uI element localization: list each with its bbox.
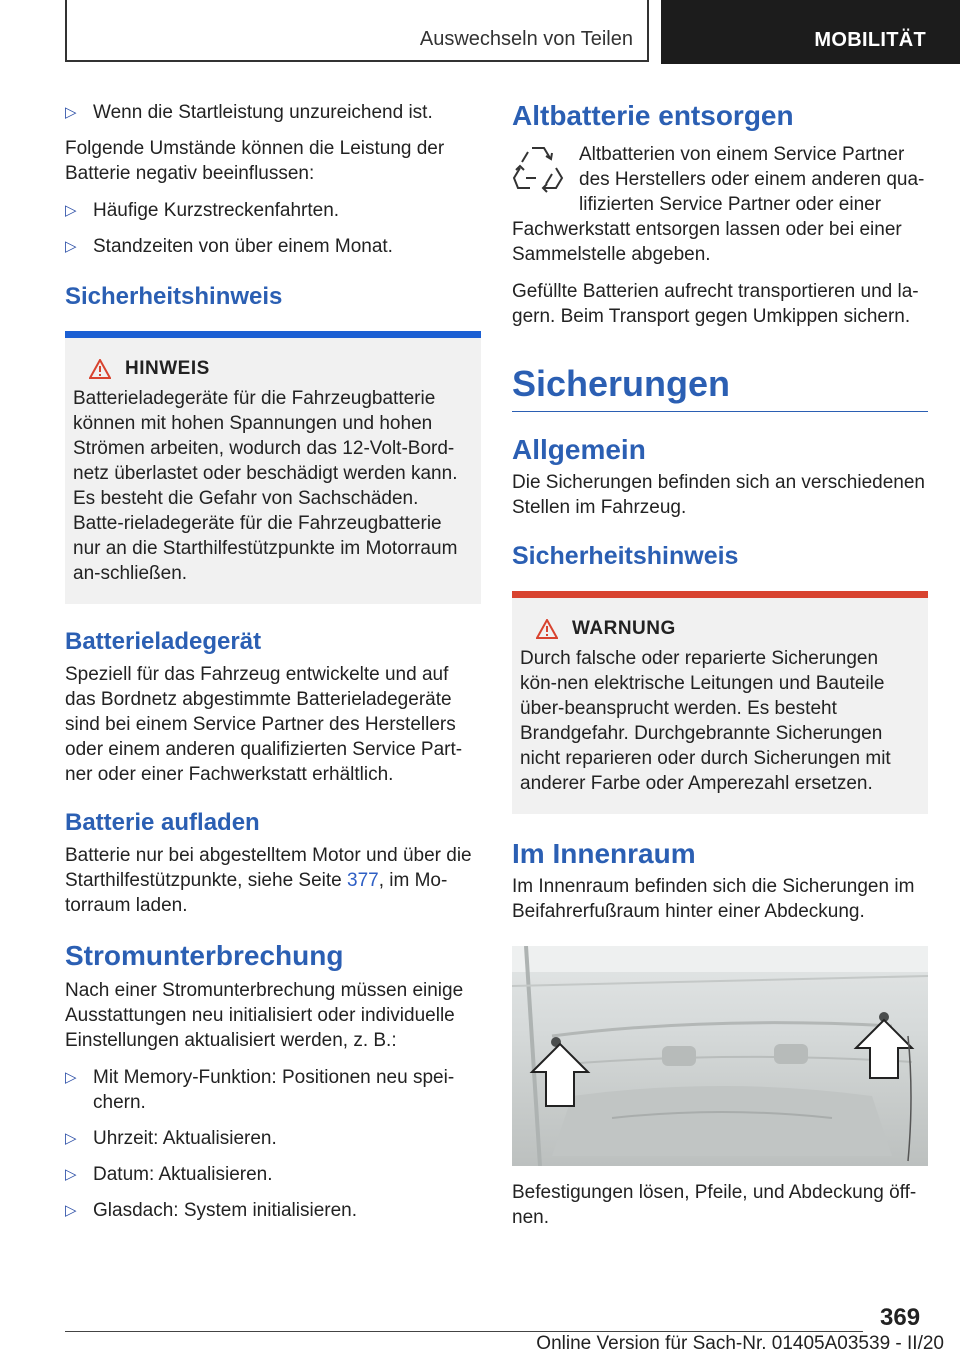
warning-label: WARNUNG	[572, 618, 676, 639]
footer-online-version: Online Version für Sach-Nr. 01405A03539 - II/20	[536, 1333, 944, 1354]
triangle-bullet-icon: ▷	[65, 1202, 77, 1219]
page-number: 369	[880, 1304, 921, 1331]
disposal-line: Altbatterien von einem Service Partner	[579, 144, 905, 165]
warning-triangle-icon	[536, 619, 558, 639]
notice-text: Batterieladegeräte für die Fahrzeugbatterie können mit hohen Spannungen und hohen Strömen arbeiten, wodurch das 12-Volt-Bord-netz überlastet oder beschädigt werden kann. Es besteht die Gefahr von Sachschäden. Batte-rieladegeräte für die Fahrzeugbatterie nur an die Starthilfestützpunkte im Motorraum an-schließen.	[73, 388, 458, 584]
paragraph: Batterie nur bei abgestelltem Motor und über die Starthilfestützpunkte, siehe Seite 377, im Mo-torraum laden.	[65, 845, 472, 916]
paragraph: Speziell für das Fahrzeug entwickelte und auf das Bordnetz abgestimmte Batterieladegeräte sind bei einem Service Partner des Herstellers oder einem anderen qualifizierten Service Part-ner oder einer Fachwerkstatt erhältlich.	[65, 664, 463, 785]
notice-box	[65, 331, 481, 604]
header-chapter-title: MOBILITÄT	[814, 29, 926, 51]
section-heading: Sicherheitshinweis	[512, 542, 739, 570]
warning-box	[512, 591, 928, 814]
triangle-bullet-icon: ▷	[65, 1069, 77, 1086]
left-column	[65, 100, 481, 1234]
warning-text: Durch falsche oder reparierte Sicherungen kön-nen elektrische Leitungen und Bauteile über-beansprucht werden. Es besteht Brandgefahr. Durchgebrannte Sicherungen nicht reparieren oder durch Sicherungen mit anderer Farbe oder Amperezahl ersetzen.	[520, 648, 891, 794]
list-item: ▷ Wenn die Startleistung unzureichend ist.	[65, 102, 433, 123]
triangle-bullet-icon: ▷	[65, 202, 77, 219]
section-heading: Allgemein	[512, 434, 646, 465]
disposal-block	[512, 142, 928, 267]
triangle-bullet-icon: ▷	[65, 1130, 77, 1147]
paragraph: Im Innenraum befinden sich die Sicherungen im Beifahrerfußraum hinter einer Abdeckung.	[512, 876, 915, 922]
fuse-cover-illustration	[512, 946, 928, 1166]
list-item: ▷ Uhrzeit: Aktualisieren.	[65, 1128, 277, 1149]
recycle-icon	[512, 142, 564, 194]
header-section-title: Auswechseln von Teilen	[419, 28, 633, 50]
disposal-line: lifizierten Service Partner oder einer	[579, 194, 882, 215]
footer-rule	[65, 1331, 863, 1332]
paragraph: Gefüllte Batterien aufrecht transportieren und la-gern. Beim Transport gegen Umkippen sichern.	[512, 281, 919, 327]
warning-triangle-icon	[89, 359, 111, 379]
paragraph: Nach einer Stromunterbrechung müssen einige Ausstattungen neu initialisiert oder individuelle Einstellungen aktualisiert werden, z. B.:	[65, 980, 464, 1051]
section-heading: Im Innenraum	[512, 838, 696, 869]
list-item: ▷ Standzeiten von über einem Monat.	[65, 236, 393, 257]
paragraph: Die Sicherungen befinden sich an verschiedenen Stellen im Fahrzeug.	[512, 472, 925, 518]
list-item: ▷ Häufige Kurzstreckenfahrten.	[65, 200, 340, 221]
fuse-cover-photo	[512, 946, 928, 1166]
section-heading: Altbatterie entsorgen	[512, 100, 794, 131]
header-chapter-tab	[661, 0, 960, 64]
chapter-heading-rule	[512, 363, 928, 412]
list-item: ▷ Glasdach: System initialisieren.	[65, 1200, 357, 1221]
triangle-bullet-icon: ▷	[65, 1166, 77, 1183]
section-heading: Batterieladegerät	[65, 628, 262, 655]
page-reference-link[interactable]: 377	[347, 870, 379, 891]
image-caption: Befestigungen lösen, Pfeile, und Abdeckung öff-nen.	[512, 1182, 917, 1228]
paragraph: Folgende Umstände können die Leistung der Batterie negativ beeinflussen:	[65, 138, 445, 184]
right-column	[512, 100, 928, 1242]
section-heading: Batterie aufladen	[65, 809, 260, 836]
disposal-line: des Herstellers oder einem anderen qua-	[579, 169, 925, 190]
notice-label: HINWEIS	[125, 358, 210, 379]
chapter-heading: Sicherungen	[512, 363, 731, 404]
list-item: ▷ Mit Memory-Funktion: Positionen neu spei-chern.	[65, 1067, 455, 1113]
section-heading: Sicherheitshinweis	[65, 283, 283, 310]
paragraph: Fachwerkstatt entsorgen lassen oder bei einer Sammelstelle abgeben.	[512, 219, 902, 265]
section-heading: Stromunterbrechung	[65, 940, 344, 971]
triangle-bullet-icon: ▷	[65, 238, 77, 255]
triangle-bullet-icon: ▷	[65, 104, 77, 121]
list-item: ▷ Datum: Aktualisieren.	[65, 1164, 273, 1185]
header-frame	[65, 0, 649, 62]
